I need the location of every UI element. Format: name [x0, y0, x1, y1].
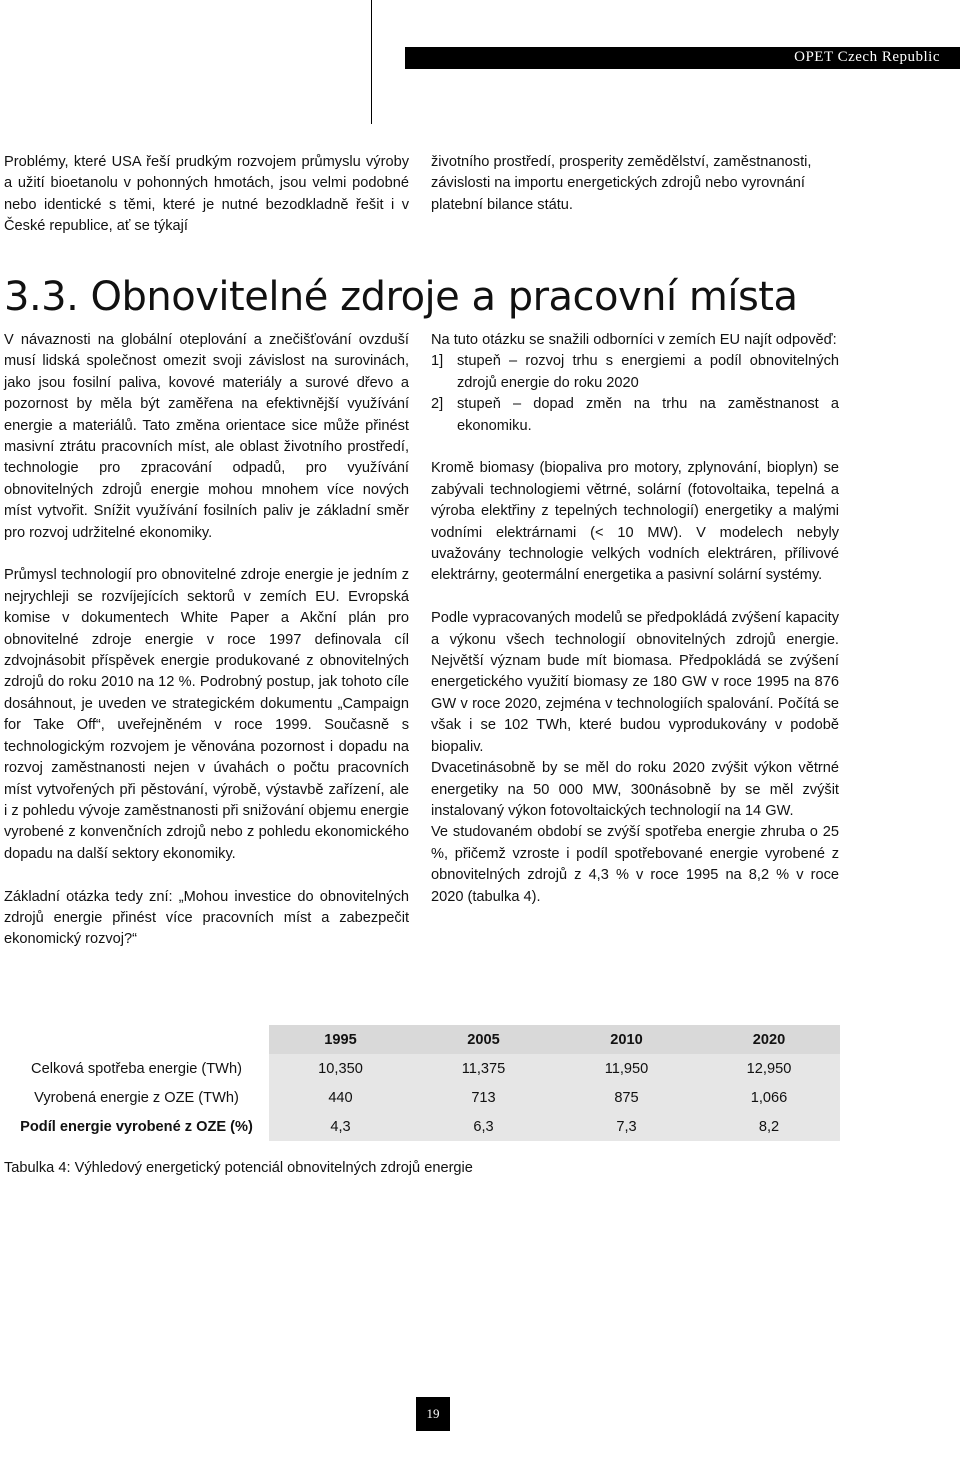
- table-cell: 6,3: [412, 1112, 555, 1141]
- table-cell: 440: [269, 1083, 412, 1112]
- table-cell: 875: [555, 1083, 698, 1112]
- table-row-label: Vyrobená energie z OZE (TWh): [4, 1083, 269, 1112]
- list-item-number: 2]: [431, 396, 444, 413]
- table-cell: 7,3: [555, 1112, 698, 1141]
- left-paragraph-3: Základní otázka tedy zní: „Mohou investice do obnovitelných zdrojů energie přinést více pracovních míst a zabezpečit ekonomický rozvoj?“: [4, 888, 409, 948]
- table-row: [4, 1083, 840, 1112]
- table-cell: 10,350: [269, 1054, 412, 1083]
- table-row-label: Podíl energie vyrobené z OZE (%): [4, 1112, 269, 1141]
- table-cell: 1,066: [698, 1083, 840, 1112]
- page-number: 19: [416, 1397, 450, 1431]
- left-column: [4, 330, 409, 951]
- header-divider-line: [371, 0, 372, 124]
- energy-table: [4, 1025, 840, 1141]
- intro-left-text: Problémy, které USA řeší prudkým rozvojem průmyslu výroby a užití bioetanolu v pohonných hmotách, jsou velmi podobné nebo identické s těmi, které je nutné bezodkladně řešit i v České republice, ať se týkají: [4, 154, 409, 235]
- header-bar: [405, 47, 960, 69]
- table-cell: 8,2: [698, 1112, 840, 1141]
- left-paragraph-2: Průmysl technologií pro obnovitelné zdroje energie je jedním z nejrychleji se rozvíjejících sektorů v zemích EU. Evropská komise v dokumentech White Paper a Akční plán pro obnovitelné zdroje energie v roce 1997 definovala cíl zdvojnásobit příspěvek energie produkované z obnovitelných zdrojů do roku 2010 na 12 %. Podrobný postup, jak tohoto cíle dosáhnout, je uveden ve strategickém dokumentu „Campaign for Take Off“, uveřejněném v roce 1999. Současně s technologickým rozvojem je věnována pozornost i dopadu na rozvoj zaměstnanosti nejen v úvahách o počtu pracovních míst vytvořených při pěstování, výrobě, výstavbě zařízení, ale i z pohledu vývoje zaměstnanosti při snižování objemu energie vyrobené z konvenčních zdrojů nebo z pohledu ekonomického dopadu na další sektory ekonomiky.: [4, 567, 409, 862]
- right-paragraph-2: Kromě biomasy (biopaliva pro motory, zplynování, bioplyn) se zabývali technologiemi větrné, solární (fotovoltaika, tepelná a výroba elektřiny z tepelných technologií) energetiky a malými vodními elektrárnami (< 10 MW). V modelech nebyly uvažovány technologie velkých vodních elektráren, přílivové elektrárny, geotermální energetika a pasivní solární systémy.: [431, 460, 839, 584]
- right-paragraph-5: Ve studovaném období se zvýší spotřeba energie zhruba o 25 %, přičemž vzroste i podíl spotřebované energie vyrobené z obnovitelných zdrojů z 4,3 % v roce 1995 na 8,2 % v roce 2020 (tabulka 4).: [431, 824, 839, 905]
- right-paragraph-1: Na tuto otázku se snažili odborníci v zemích EU najít odpověď:: [431, 332, 837, 348]
- section-heading: 3.3. Obnovitelné zdroje a pracovní místa: [4, 274, 798, 320]
- table-header-cell: 2010: [555, 1025, 698, 1054]
- right-paragraph-3: Podle vypracovaných modelů se předpokládá zvýšení kapacity a výkonu všech technologií obnovitelných zdrojů energie. Největší význam bude mít biomasa. Předpokládá se zvýšení energetického využití biomasy ze 180 GW v roce 1995 na 876 GW v roce 2020, zejména v technologiích spalování. Počítá se však i se 102 TWh, které budou vyprodukovány v podobě biopaliv.: [431, 610, 839, 755]
- table-row: [4, 1054, 840, 1083]
- table-row-label: Celková spotřeba energie (TWh): [4, 1054, 269, 1083]
- table-caption: Tabulka 4: Výhledový energetický potenciál obnovitelných zdrojů energie: [4, 1160, 473, 1176]
- intro-left: [4, 152, 409, 238]
- right-paragraph-4: Dvacetinásobně by se měl do roku 2020 zvýšit výkon větrné energetiky na 50 000 MW, 300násobně by se měl zvýšit instalovaný výkon fotovoltaických technologií na 14 GW.: [431, 760, 839, 819]
- table-header-cell: 1995: [269, 1025, 412, 1054]
- header-title: OPET Czech Republic: [794, 49, 940, 65]
- table-header-cell: 2020: [698, 1025, 840, 1054]
- table-cell: 11,950: [555, 1054, 698, 1083]
- table-cell: 12,950: [698, 1054, 840, 1083]
- table-cell: 11,375: [412, 1054, 555, 1083]
- right-column: [431, 330, 839, 908]
- list-item: [431, 351, 839, 394]
- list-item-text: stupeň – dopad změn na trhu na zaměstnanost a ekonomiku.: [457, 396, 839, 434]
- table-row: [4, 1112, 840, 1141]
- table-header-cell: [4, 1025, 269, 1054]
- list-item: [431, 394, 839, 437]
- table-header-cell: 2005: [412, 1025, 555, 1054]
- intro-right-text: životního prostředí, prosperity zemědělství, zaměstnanosti, závislosti na importu energetických zdrojů nebo vyrovnání platební bilance státu.: [431, 154, 812, 213]
- table-cell: 713: [412, 1083, 555, 1112]
- table-cell: 4,3: [269, 1112, 412, 1141]
- left-paragraph-1: V návaznosti na globální oteplování a znečišťování ovzduší musí lidská společnost omezit svoji závislost na surovinách, jako jsou fosilní paliva, kovové materiály a surové dřevo a pozornost by měla být zaměřena na efektivnější využívání energie a materiálů. Tato změna orientace sice může přinést masivní ztrátu pracovních míst, ale oblast životního prostředí, technologie pro zpracování odpadů, pro využívání obnovitelných zdrojů energie mohou mnohem více nových míst vytvořit. Snížit využívání fosilních paliv je základní směr pro rozvoj udržitelné ekonomiky.: [4, 332, 409, 541]
- table-header-row: [4, 1025, 840, 1054]
- list-item-text: stupeň – rozvoj trhu s energiemi a podíl obnovitelných zdrojů energie do roku 2020: [457, 353, 839, 391]
- list-item-number: 1]: [431, 353, 444, 370]
- intro-right: [431, 152, 839, 216]
